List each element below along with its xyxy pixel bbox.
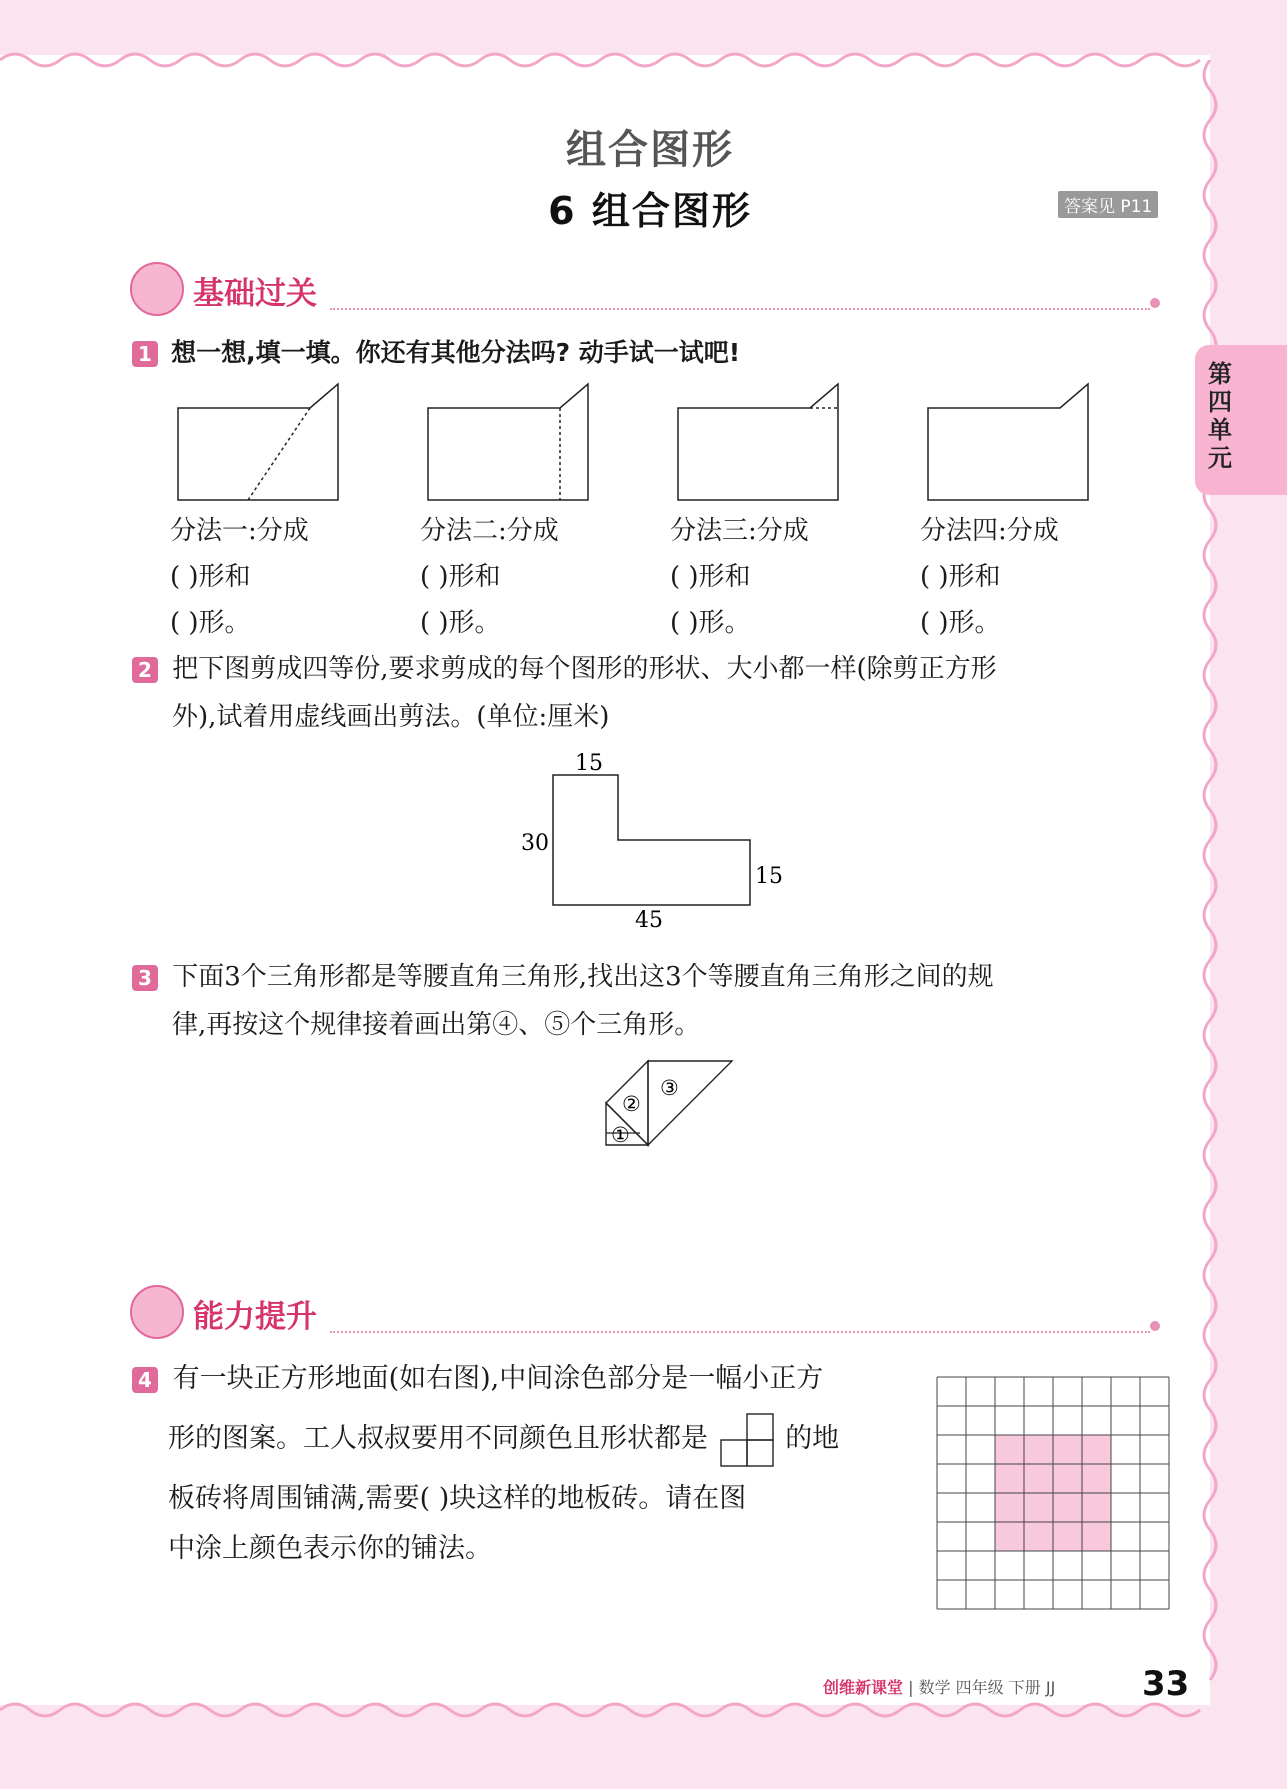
question-4-line-4: 中涂上颜色表示你的铺法。 xyxy=(168,1533,492,1564)
footer-separator: | xyxy=(908,1678,914,1697)
method-2-answer xyxy=(420,508,559,646)
question-number: 4 xyxy=(132,1367,158,1393)
method-blank-1[interactable]: ( )形和 xyxy=(170,562,251,592)
label-right: 15 xyxy=(755,864,783,889)
question-3 xyxy=(132,953,1182,1049)
question-2-line-1: 把下图剪成四等份,要求剪成的每个图形的形状、大小都一样(除剪正方形 xyxy=(172,654,997,684)
question-4-line-1: 有一块正方形地面(如右图),中间涂色部分是一幅小正方 xyxy=(172,1363,824,1394)
lesson-title: 6 组合图形 xyxy=(548,189,752,233)
method-3-answer xyxy=(670,508,809,646)
page-number: 33 xyxy=(1142,1664,1190,1704)
footer-brand: 创维新课堂 xyxy=(823,1678,904,1697)
method-line: 分法三:分成 xyxy=(670,516,809,546)
question-number: 2 xyxy=(132,657,158,683)
method-blank-2[interactable]: ( )形。 xyxy=(420,608,501,638)
label-left: 30 xyxy=(521,831,549,856)
triangle-3-label: ③ xyxy=(660,1076,679,1100)
label-bottom: 45 xyxy=(635,908,663,933)
triangle-2-label: ② xyxy=(622,1092,641,1116)
l-tile-icon xyxy=(717,1412,777,1468)
method-line: 分法四:分成 xyxy=(920,516,1059,546)
method-1-answer xyxy=(170,508,309,646)
divider-dot-icon xyxy=(1150,1321,1160,1331)
question-2-line-2: 外),试着用虚线画出剪法。(单位:厘米) xyxy=(172,702,610,732)
section-divider xyxy=(330,308,1150,310)
right-wavy-border xyxy=(1195,60,1225,1710)
section-divider xyxy=(330,1331,1150,1333)
footer-info xyxy=(823,1675,1055,1698)
label-top: 15 xyxy=(575,751,603,776)
section-basic-title: 基础过关 xyxy=(193,276,317,312)
method-blank-2[interactable]: ( )形。 xyxy=(920,608,1001,638)
question-number: 1 xyxy=(132,341,158,367)
mascot-avatar-icon xyxy=(130,262,184,316)
divider-dot-icon xyxy=(1150,298,1160,308)
question-1-text: 想一想,填一填。你还有其他分法吗? 动手试一试吧! xyxy=(171,338,741,367)
method-line: 分法二:分成 xyxy=(420,516,559,546)
method-blank-1[interactable]: ( )形和 xyxy=(670,562,751,592)
figure-method-4 xyxy=(928,384,1088,500)
triangle-1-label: ① xyxy=(611,1123,630,1147)
footer-book-info: 数学 四年级 下册 JJ xyxy=(918,1678,1056,1697)
method-blank-2[interactable]: ( )形。 xyxy=(670,608,751,638)
question-2 xyxy=(132,645,1182,741)
figure-method-2 xyxy=(428,384,588,500)
question-3-line-2: 律,再按这个规律接着画出第④、⑤个三角形。 xyxy=(172,1010,701,1040)
method-blank-2[interactable]: ( )形。 xyxy=(170,608,251,638)
unit-side-tab-label: 第四单元 xyxy=(1208,360,1232,472)
question-4 xyxy=(132,1349,912,1569)
question-3-line-1: 下面3个三角形都是等腰直角三角形,找出这3个等腰直角三角形之间的规 xyxy=(172,962,994,992)
question-1 xyxy=(132,333,740,369)
bottom-wavy-border xyxy=(0,1690,1287,1730)
q2-l-shape-figure[interactable] xyxy=(515,745,795,935)
q3-triangles-figure[interactable] xyxy=(600,1055,740,1150)
q4-floor-grid[interactable] xyxy=(935,1375,1175,1615)
method-blank-1[interactable]: ( )形和 xyxy=(920,562,1001,592)
top-wavy-border xyxy=(0,40,1287,80)
figure-method-1 xyxy=(178,384,338,500)
figure-method-3 xyxy=(678,384,838,500)
method-4-answer xyxy=(920,508,1059,646)
answer-reference-badge: 答案见 P11 xyxy=(1058,191,1158,218)
q1-figures xyxy=(170,380,1100,505)
question-4-line-2b: 的地 xyxy=(785,1423,840,1454)
mascot-avatar-icon xyxy=(130,1285,184,1339)
question-number: 3 xyxy=(132,965,158,991)
method-blank-1[interactable]: ( )形和 xyxy=(420,562,501,592)
question-4-line-3[interactable]: 板砖将周围铺满,需要( )块这样的地板砖。请在图 xyxy=(168,1483,747,1514)
method-line: 分法一:分成 xyxy=(170,516,309,546)
question-4-line-2a: 形的图案。工人叔叔要用不同颜色且形状都是 xyxy=(168,1423,708,1454)
chapter-title: 组合图形 xyxy=(566,127,734,173)
section-advanced-title: 能力提升 xyxy=(193,1299,317,1335)
